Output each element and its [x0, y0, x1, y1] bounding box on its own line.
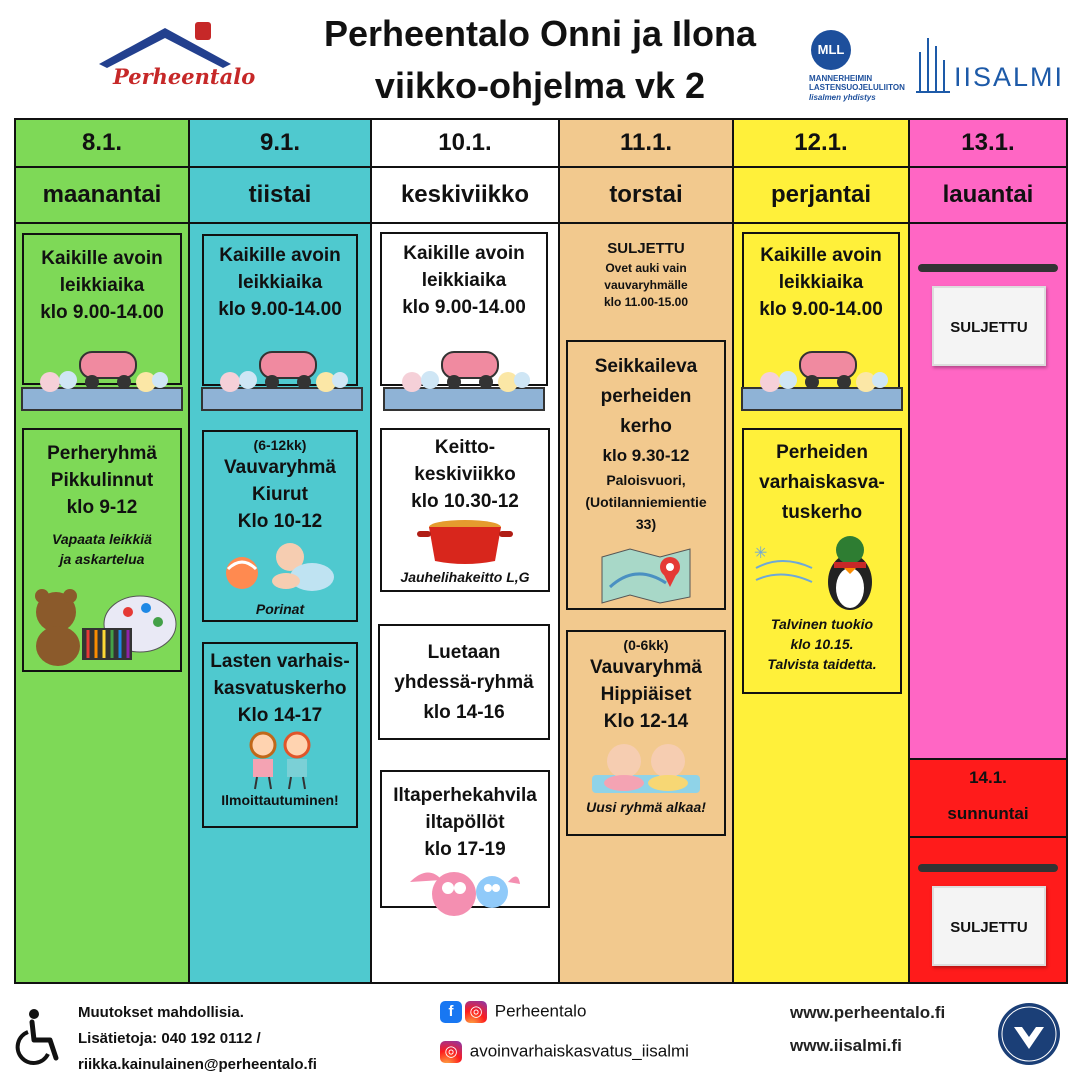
social-perheentalo[interactable]	[440, 1001, 586, 1023]
baby-group-time: Klo 12-14	[603, 711, 689, 732]
column-sunday	[910, 758, 1066, 982]
city-tree-icon	[912, 32, 952, 96]
evening-cafe-time: klo 17-19	[424, 839, 506, 860]
footer-phone: Lisätietoja: 040 192 0112 /	[78, 1030, 261, 1047]
mll-logo-text	[809, 74, 929, 92]
soup-pot-icon	[415, 515, 515, 567]
date-sunday: 14.1.	[969, 768, 1007, 787]
thursday-closed-line-3: vauvaryhmälle	[604, 278, 688, 292]
page-title	[260, 8, 820, 112]
toy-box-icon	[740, 338, 904, 412]
column-monday	[14, 118, 188, 984]
footer-changes-note: Muutokset mahdollisia.	[78, 1004, 244, 1021]
toy-box-icon	[382, 338, 546, 412]
wheelchair-accessible-icon	[12, 1008, 64, 1068]
adventure-club-place-1: Paloisvuori,	[606, 472, 686, 488]
soup-wednesday-box	[380, 428, 550, 592]
baby-group-line-1: Vauvaryhmä	[590, 657, 702, 678]
mll-line-3: Iisalmen yhdistys	[809, 93, 876, 102]
toy-box-icon	[20, 338, 184, 412]
title-line-2: viikko-ohjelma vk 2	[374, 65, 706, 106]
footer-email[interactable]: riikka.kainulainen@perheentalo.fi	[78, 1056, 317, 1073]
column-thursday	[558, 118, 732, 984]
open-play-line-2: leikkiaika	[59, 275, 145, 296]
soup-line-1: Keitto-	[434, 437, 496, 458]
closed-sign-label: SULJETTU	[932, 286, 1046, 366]
column-wednesday	[370, 118, 558, 984]
family-group-line-1: Perheryhmä	[47, 443, 157, 464]
open-play-line-1: Kaikille avoin	[403, 243, 525, 264]
thursday-closed-line-4: klo 11.00-15.00	[603, 295, 689, 309]
instagram-icon: ◎	[440, 1041, 462, 1063]
closed-sign-sunday	[918, 864, 1058, 974]
mll-logo-circle: MLL	[811, 30, 851, 70]
sign-rail	[918, 864, 1058, 872]
url-perheentalo[interactable]: www.perheentalo.fi	[790, 1003, 946, 1022]
crawling-baby-icon	[220, 535, 340, 599]
reading-group-line-2: yhdessä-ryhmä	[394, 672, 534, 693]
mll-line-1: MANNERHEIMIN	[809, 74, 873, 83]
open-play-line-2: leikkiaika	[237, 272, 323, 293]
sign-rail	[918, 264, 1058, 272]
column-tuesday	[188, 118, 370, 984]
open-play-time: klo 9.00-14.00	[40, 302, 164, 323]
family-club-line-2: varhaiskasva-	[759, 472, 885, 493]
soup-line-2: keskiviikko	[414, 464, 516, 485]
soup-note: Jauhelihakeitto L,G	[400, 569, 530, 585]
thursday-closed-notice	[564, 238, 728, 311]
instagram-icon: ◎	[465, 1001, 487, 1023]
open-play-line-2: leikkiaika	[778, 272, 864, 293]
baby-group-hippiaiset-box	[566, 630, 726, 836]
childrens-club-line-1: Lasten varhais-	[210, 651, 350, 672]
adventure-club-time: klo 9.30-12	[602, 446, 690, 465]
childrens-club-note: Ilmoittautuminen!	[221, 792, 339, 808]
perheentalo-logo-text: Perheentalo	[113, 64, 256, 89]
open-play-line-2: leikkiaika	[421, 270, 507, 291]
family-club-line-1: Perheiden	[776, 442, 868, 463]
thursday-closed-line-2: Ovet auki vain	[605, 261, 687, 275]
open-play-line-1: Kaikille avoin	[219, 245, 341, 266]
family-club-note-3: Talvista taidetta.	[767, 656, 877, 672]
reading-group-line-1: Luetaan	[427, 642, 501, 663]
date-friday: 12.1.	[734, 120, 908, 168]
date-tuesday: 9.1.	[190, 120, 370, 168]
date-thursday: 11.1.	[560, 120, 732, 168]
baby-group-line-1: Vauvaryhmä	[224, 457, 336, 478]
family-group-line-2: Pikkulinnut	[50, 470, 154, 491]
adventure-club-place-3: 33)	[635, 516, 657, 532]
closed-sign-saturday	[918, 264, 1058, 374]
twin-babies-icon	[586, 735, 706, 797]
adventure-club-box	[566, 340, 726, 610]
baby-group-note: Porinat	[255, 601, 305, 617]
open-play-line-1: Kaikille avoin	[41, 248, 163, 269]
childrens-club-time: Klo 14-17	[237, 705, 323, 726]
childrens-club-line-2: kasvatuskerho	[213, 678, 347, 699]
mll-logo	[805, 30, 925, 110]
evening-cafe-line-1: Iltaperhekahvila	[393, 785, 537, 806]
baby-group-note: Uusi ryhmä alkaa!	[586, 799, 706, 815]
children-icon	[235, 729, 325, 791]
open-play-time: klo 9.00-14.00	[759, 299, 883, 320]
teddy-and-paints-icon	[28, 582, 178, 668]
open-play-time: klo 9.00-14.00	[218, 299, 342, 320]
adventure-club-line-3: kerho	[620, 416, 672, 437]
iisalmi-logo-text: IISALMI	[954, 62, 1065, 92]
adventure-club-line-2: perheiden	[600, 386, 692, 407]
baby-group-age: (6-12kk)	[253, 437, 307, 453]
open-play-time: klo 9.00-14.00	[402, 297, 526, 318]
facebook-icon: f	[440, 1001, 462, 1023]
owls-icon	[408, 862, 522, 920]
v-seal-icon	[998, 1003, 1060, 1065]
baby-group-time: Klo 10-12	[237, 511, 323, 532]
soup-time: klo 10.30-12	[411, 491, 519, 512]
reading-group-box	[378, 624, 550, 740]
family-group-note-2: ja askartelua	[59, 551, 145, 567]
baby-group-line-2: Hippiäiset	[600, 684, 692, 705]
mll-line-2: LASTENSUOJELULIITON	[809, 83, 905, 92]
evening-cafe-line-2: iltapöllöt	[425, 812, 505, 833]
childrens-club-box	[202, 642, 358, 828]
adventure-club-place-2: (Uotilanniemientie	[585, 494, 707, 510]
day-tuesday: tiistai	[190, 168, 370, 224]
open-play-line-1: Kaikille avoin	[760, 245, 882, 266]
date-monday: 8.1.	[16, 120, 188, 168]
house-roof-icon	[95, 20, 235, 70]
family-club-friday-box	[742, 428, 902, 694]
family-club-line-3: tuskerho	[781, 502, 863, 523]
reading-group-time: klo 14-16	[423, 702, 505, 723]
sponsor-seal-logo	[998, 1003, 1060, 1065]
day-saturday: lauantai	[910, 168, 1066, 224]
baby-group-kiurut-box	[202, 430, 358, 622]
svg-text:✳: ✳	[754, 545, 768, 562]
date-wednesday: 10.1.	[372, 120, 558, 168]
social-iisalmi-label: avoinvarhaiskasvatus_iisalmi	[469, 1041, 689, 1061]
family-group-time: klo 9-12	[66, 497, 138, 518]
day-monday: maanantai	[16, 168, 188, 224]
title-line-1: Perheentalo Onni ja Ilona	[323, 13, 757, 54]
family-club-note-1: Talvinen tuokio	[770, 616, 874, 632]
day-friday: perjantai	[734, 168, 908, 224]
day-sunday: sunnuntai	[910, 796, 1066, 838]
footer-info	[78, 1000, 317, 1078]
day-thursday: torstai	[560, 168, 732, 224]
date-saturday: 13.1.	[910, 120, 1066, 168]
social-instagram-iisalmi[interactable]	[440, 1041, 689, 1063]
day-wednesday: keskiviikko	[372, 168, 558, 224]
column-saturday	[908, 118, 1068, 984]
column-friday	[732, 118, 908, 984]
social-perheentalo-label: Perheentalo	[494, 1001, 587, 1021]
baby-group-age: (0-6kk)	[623, 637, 669, 653]
toy-box-icon	[200, 338, 364, 412]
map-pin-icon	[596, 543, 696, 605]
closed-sign-label: SULJETTU	[932, 886, 1046, 966]
winter-penguins-icon	[752, 528, 892, 614]
baby-group-line-2: Kiurut	[252, 484, 308, 505]
adventure-club-line-1: Seikkaileva	[594, 356, 698, 377]
iisalmi-logo	[912, 32, 1065, 96]
url-iisalmi[interactable]: www.iisalmi.fi	[790, 1036, 902, 1055]
perheentalo-logo	[95, 20, 256, 100]
thursday-closed-line-1: SULJETTU	[607, 240, 685, 257]
family-group-note-1: Vapaata leikkiä	[52, 531, 152, 547]
family-club-note-2: klo 10.15.	[790, 636, 854, 652]
